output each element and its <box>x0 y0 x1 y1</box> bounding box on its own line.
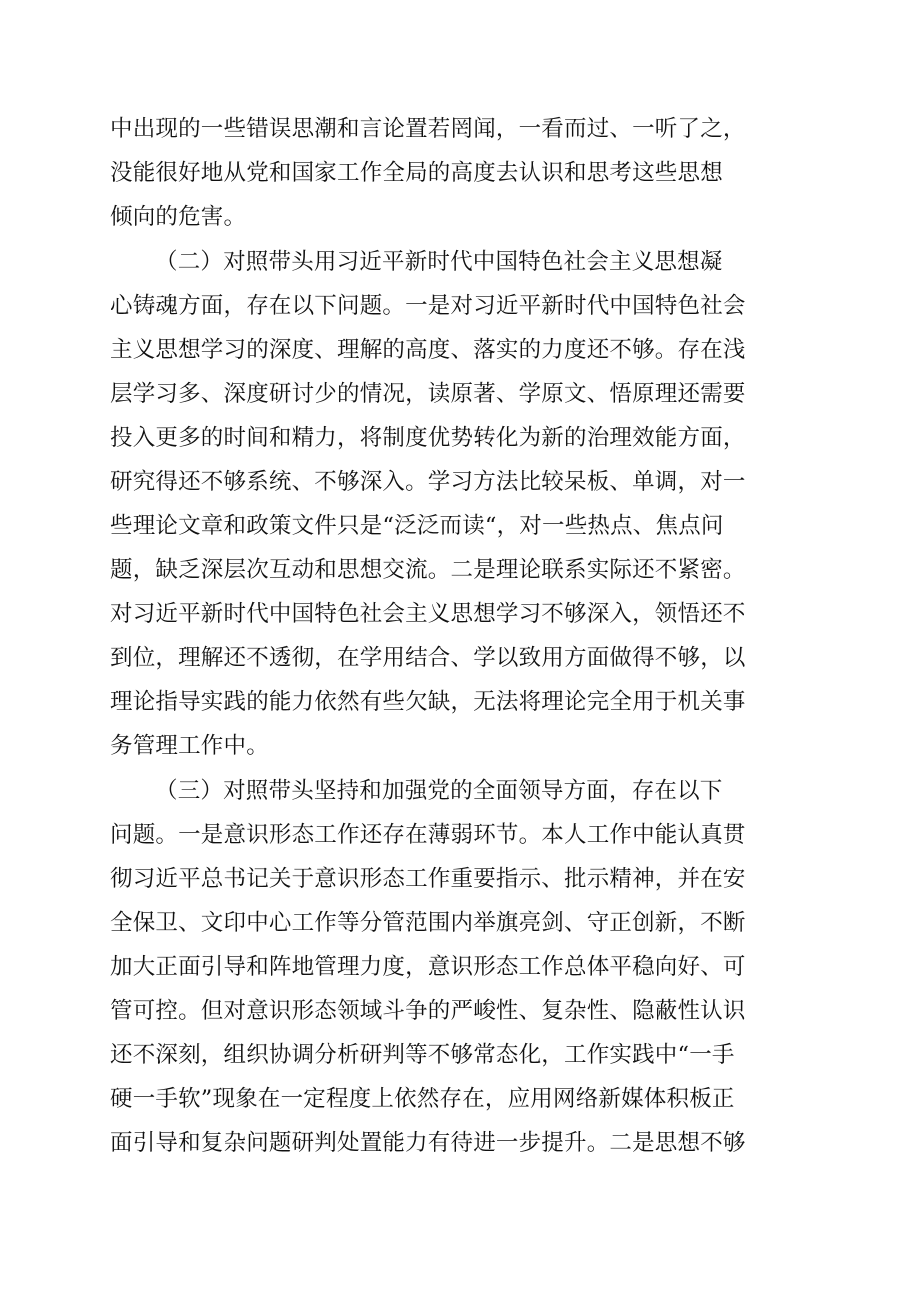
text-line: 题，缺乏深层次互动和思想交流。二是理论联系实际还不紧密。 <box>110 557 746 583</box>
paragraph-heading-2: （二）对照带头用习近平新时代中国特色社会主义思想凝 <box>155 249 723 275</box>
text-line: 理论指导实践的能力依然有些欠缺，无法将理论完全用于机关事 <box>110 689 746 715</box>
text-line: 到位，理解还不透彻，在学用结合、学以致用方面做得不够，以 <box>110 645 746 671</box>
text-line: 主义思想学习的深度、理解的高度、落实的力度还不够。存在浅 <box>110 337 746 363</box>
text-line: 硬一手软”现象在一定程度上依然存在，应用网络新媒体积板正 <box>110 1086 735 1112</box>
text-line: 层学习多、深度研讨少的情况，读原著、学原文、悟原理还需要 <box>110 381 746 407</box>
text-line: 没能很好地从党和国家工作全局的高度去认识和思考这些思想 <box>110 160 723 186</box>
text-line: 问题。一是意识形态工作还存在薄弱环节。本人工作中能认真贯 <box>110 822 746 848</box>
paragraph-heading-3: （三）对照带头坚持和加强党的全面领导方面，存在以下 <box>155 778 723 804</box>
text-line: 对习近平新时代中国特色社会主义思想学习不够深入，领悟还不 <box>110 601 746 627</box>
text-line: 彻习近平总书记关于意识形态工作重要指示、批示精神，并在安 <box>110 866 746 892</box>
text-line: 心铸魂方面，存在以下问题。一是对习近平新时代中国特色社会 <box>110 293 746 319</box>
text-line: 管可控。但对意识形态领域斗争的严峻性、复杂性、隐蔽性认识 <box>110 998 746 1024</box>
text-line: 全保卫、文印中心工作等分管范围内举旗亮剑、守正创新，不断 <box>110 910 746 936</box>
text-line: 投入更多的时间和精力，将制度优势转化为新的治理效能方面， <box>110 425 746 451</box>
text-line: 些理论文章和政策文件只是“泛泛而读“，对一些热点、焦点问 <box>110 513 724 539</box>
text-line: 倾向的危害。 <box>110 204 247 230</box>
text-line: 还不深刻，组织协调分析研判等不够常态化，工作实践中“一手 <box>110 1042 735 1068</box>
text-line: 务管理工作中。 <box>110 733 269 759</box>
text-line: 面引导和复杂问题研判处置能力有待进一步提升。二是思想不够 <box>110 1130 746 1156</box>
text-line: 加大正面引导和阵地管理力度，意识形态工作总体平稳向好、可 <box>110 954 746 980</box>
text-line: 研究得还不够系统、不够深入。学习方法比较呆板、单调，对一 <box>110 469 746 495</box>
text-line: 中出现的一些错误思潮和言论置若罔闻，一看而过、一听了之， <box>110 116 746 142</box>
